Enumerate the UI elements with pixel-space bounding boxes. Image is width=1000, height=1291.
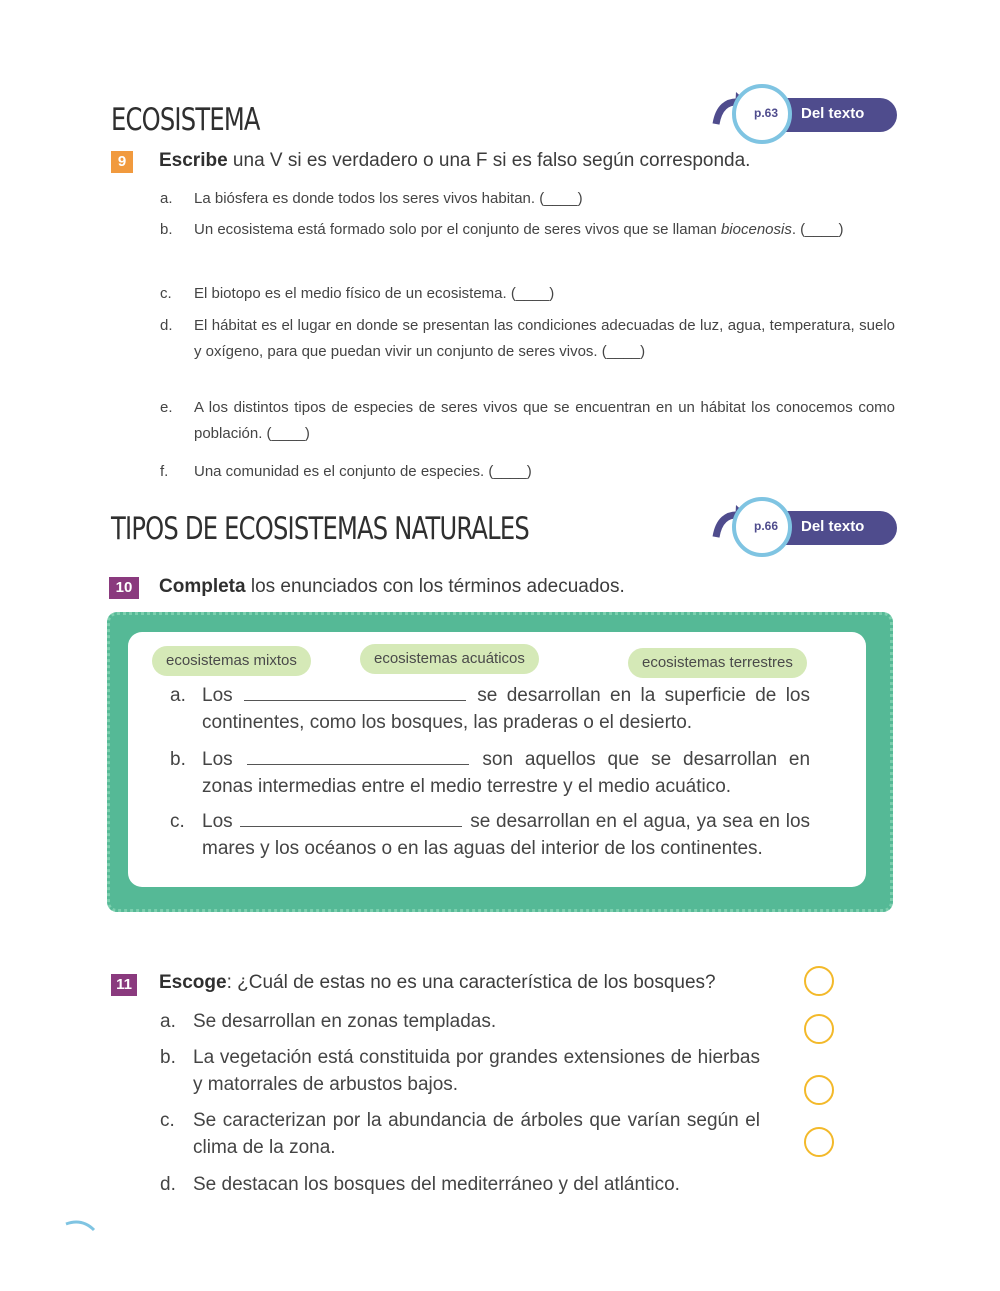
instruction-11: Escoge: ¿Cuál de estas no es una característica de los bosques? [159, 972, 716, 993]
list-item: b. Los son aquellos que se desarrollan en zonas intermedias entre el medio terrestre y el medio acuático. [170, 746, 810, 800]
activity-number-11: 11 [111, 974, 137, 996]
option-radio[interactable] [804, 1014, 834, 1044]
instruction-9: Escribe una V si es verdadero o una F si es falso según corresponda. [159, 150, 751, 171]
list-item: c. El biotopo es el medio físico de un ecosistema. (____) [160, 285, 555, 302]
list-item: c. Los se desarrollan en el agua, ya sea en los mares y los océanos o en las aguas del interior de los continentes. [170, 808, 810, 862]
list-item: a. Se desarrollan en zonas templadas. [160, 1011, 497, 1032]
instruction-10: Completa los enunciados con los términos adecuados. [159, 576, 625, 597]
term-chip[interactable]: ecosistemas mixtos [152, 646, 311, 676]
list-item: d. Se destacan los bosques del mediterráneo y del atlántico. [160, 1174, 680, 1195]
option-radio[interactable] [804, 1127, 834, 1157]
page-number: p.66 [753, 519, 778, 533]
term-chip[interactable]: ecosistemas acuáticos [360, 644, 539, 674]
page-reference-badge [710, 497, 900, 557]
section-title-tipos-ecosistemas: TIPOS DE ECOSISTEMAS NATURALES [111, 511, 529, 547]
list-item: b. La vegetación está constituida por grandes extensiones de hierbas y matorrales de arbustos bajos. [160, 1047, 760, 1095]
list-item: d. El hábitat es el lugar en donde se presentan las condiciones adecuadas de luz, agua, temperatura, suelo y oxígeno, para que puedan vivir un conjunto de seres vivos. (____) [160, 317, 895, 360]
answer-blank[interactable] [240, 808, 462, 827]
page-number: p.63 [753, 106, 778, 120]
reference-label: Del texto [801, 105, 865, 122]
activity-number-9: 9 [111, 151, 133, 173]
reference-label: Del texto [801, 518, 865, 535]
option-radio[interactable] [804, 1075, 834, 1105]
corner-arc-decoration [64, 1218, 98, 1238]
list-item: b. Un ecosistema está formado solo por el conjunto de seres vivos que se llaman biocenosis. (____) [160, 221, 844, 238]
section-title-ecosistema: ECOSISTEMA [111, 102, 260, 138]
list-item: f. Una comunidad es el conjunto de especies. (____) [160, 463, 532, 480]
list-item: a. La biósfera es donde todos los seres vivos habitan. (____) [160, 190, 583, 207]
list-item: e. A los distintos tipos de especies de seres vivos que se encuentran en un hábitat los conocemos como población. (____) [160, 399, 895, 442]
list-item: c. Se caracterizan por la abundancia de árboles que varían según el clima de la zona. [160, 1110, 760, 1158]
option-radio[interactable] [804, 966, 834, 996]
answer-blank[interactable] [244, 682, 466, 701]
term-chip[interactable]: ecosistemas terrestres [628, 648, 807, 678]
answer-blank[interactable] [247, 746, 469, 765]
list-item: a. Los se desarrollan en la superficie de los continentes, como los bosques, las praderas o el desierto. [170, 682, 810, 736]
activity-number-10: 10 [109, 577, 139, 599]
page-reference-badge [710, 84, 900, 144]
